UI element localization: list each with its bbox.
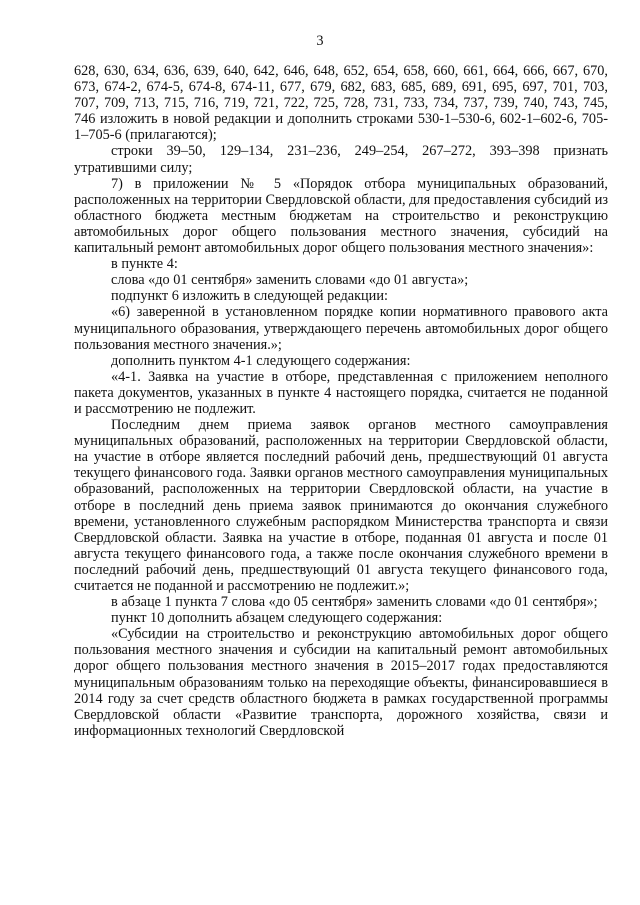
paragraph-6: подпункт 6 изложить в следующей редакции: xyxy=(111,288,388,305)
paragraph-13: «Субсидии на строительство и реконструкцию автомобильных дорог общего пользования местного значения и субсидии на капитальный ремонт автомобильных дорог общего пользования местного значения в 2015–2017 годах предоставляются муниципальным образованиям только на переходящие объекты, финансировавшиеся в 2014 году за счет средств областного бюджета в рамках государственной программы Свердловской области «Развитие транспорта, дорожного хозяйства, связи и информационных технологий Свердловской xyxy=(74,626,608,739)
paragraph-9: «4-1. Заявка на участие в отборе, представленная с приложением неполного пакета документов, указанных в пункте 4 настоящего порядка, считается не поданной и рассмотрению не подлежит. xyxy=(74,368,608,417)
paragraph-5: слова «до 01 сентября» заменить словами «до 01 августа»; xyxy=(111,272,469,289)
page-number: 3 xyxy=(316,33,324,49)
paragraph-7: «6) заверенной в установленном порядке копии нормативного правового акта муниципального образования, утверждающего перечень автомобильных дорог общего пользования местного значения.»; xyxy=(74,304,608,353)
paragraph-1: 628, 630, 634, 636, 639, 640, 642, 646, 648, 652, 654, 658, 660, 661, 664, 666, 667, 670, 673, 674-2, 674-5, 674-8, 674-11, 677, 679, 682, 683, 685, 689, 691, 695, 697, 701, 703, 707, 709, 713, 715, 716, 719, 721, 722, 725, 728, 731, 733, 734, 737, 739, 740, 743, 745, 746 изложить в новой редакции и дополнить строками 530-1–530-6, 602-1–602-6, 705-1–705-6 (прилагаются); xyxy=(74,63,608,144)
paragraph-12: пункт 10 дополнить абзацем следующего содержания: xyxy=(111,610,443,627)
paragraph-4: в пункте 4: xyxy=(111,256,178,273)
paragraph-3: 7) в приложении № 5 «Порядок отбора муниципальных образований, расположенных на территории Свердловской области, для предоставления субсидий из областного бюджета местным бюджетам на строительство и реконструкцию автомобильных дорог общего пользования местного значения, субсидий на капитальный ремонт автомобильных дорог общего пользования местного значения»: xyxy=(74,175,608,257)
paragraph-2: строки 39–50, 129–134, 231–236, 249–254, 267–272, 393–398 признать утратившими силу; xyxy=(74,143,608,176)
paragraph-10: Последним днем приема заявок органов местного самоуправления муниципальных образований, расположенных на территории Свердловской области, на участие в отборе является последний рабочий день, предшествующий 01 августа текущего финансового года. Заявки органов местного самоуправления муниципальных образований, расположенных на территории Свердловской области, на участие в отборе в последний день приема заявок принимаются до окончания служебного времени, установленного служебным распорядком Министерства транспорта и связи Свердловской области. Заявка на участие в отборе, поданная 01 августа и после 01 августа текущего финансового года, а также после окончания служебного времени в последний рабочий день, предшествующий 01 августа текущего финансового года, считается не поданной и рассмотрению не подлежит.»; xyxy=(74,417,608,594)
paragraph-8: дополнить пунктом 4-1 следующего содержания: xyxy=(111,352,411,369)
paragraph-11: в абзаце 1 пункта 7 слова «до 05 сентября» заменить словами «до 01 сентября»; xyxy=(111,594,598,611)
document-body xyxy=(74,63,608,739)
